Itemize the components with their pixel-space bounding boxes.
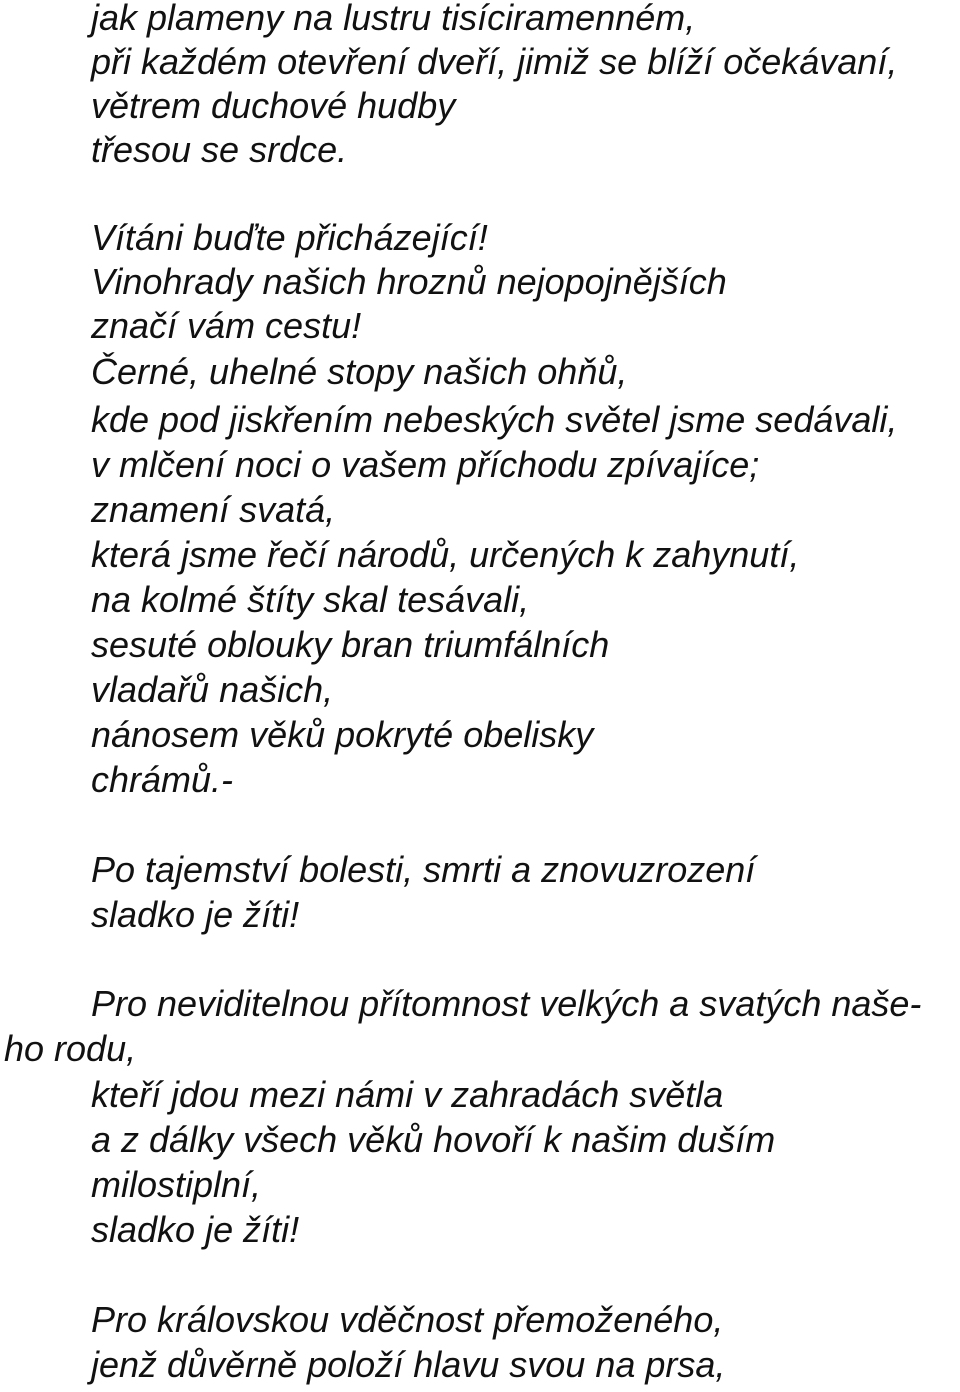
poem-line-4: třesou se srdce. [91, 129, 348, 170]
poem-line-24: milostiplní, [91, 1164, 262, 1205]
poem-line-6: Vinohrady našich hroznů nejopojnějších [91, 261, 727, 302]
poem-line-11: znamení svatá, [91, 489, 336, 530]
poem-line-7: značí vám cestu! [91, 305, 362, 346]
poem-line-2: při každém otevření dveří, jimiž se blíží očekávaní, [91, 41, 898, 82]
poem-line-3: větrem duchové hudby [91, 85, 456, 126]
poem-line-27: jenž důvěrně položí hlavu svou na prsa, [91, 1344, 726, 1385]
poem-line-26: Pro královskou vděčnost přemoženého, [91, 1299, 724, 1340]
poem-line-15: vladařů našich, [91, 669, 334, 710]
poem-line-1: jak plameny na lustru tisíciramenném, [91, 0, 696, 38]
poem-line-10: v mlčení noci o vašem příchodu zpívajíce; [91, 444, 760, 485]
poem-line-5: Vítáni buďte přicházející! [91, 217, 488, 258]
poem-line-21: ho rodu, [4, 1028, 137, 1069]
poem-line-12: která jsme řečí národů, určených k zahynutí, [91, 534, 800, 575]
poem-line-20: Pro neviditelnou přítomnost velkých a svatých naše- [91, 983, 922, 1024]
poem-line-22: kteří jdou mezi námi v zahradách světla [91, 1074, 724, 1115]
poem-line-17: chrámů.- [91, 759, 234, 800]
poem-line-13: na kolmé štíty skal tesávali, [91, 579, 530, 620]
poem-line-14: sesuté oblouky bran triumfálních [91, 624, 610, 665]
poem-line-23: a z dálky všech věků hovoří k našim duším [91, 1119, 776, 1160]
poem-line-18: Po tajemství bolesti, smrti a znovuzrození [91, 849, 756, 890]
poem-line-19: sladko je žíti! [91, 894, 300, 935]
poem-line-16: nánosem věků pokryté obelisky [91, 714, 594, 755]
poem-line-8: Černé, uhelné stopy našich ohňů, [91, 351, 628, 392]
poem-line-25: sladko je žíti! [91, 1209, 300, 1250]
poem-line-9: kde pod jiskřením nebeských světel jsme sedávali, [91, 399, 898, 440]
